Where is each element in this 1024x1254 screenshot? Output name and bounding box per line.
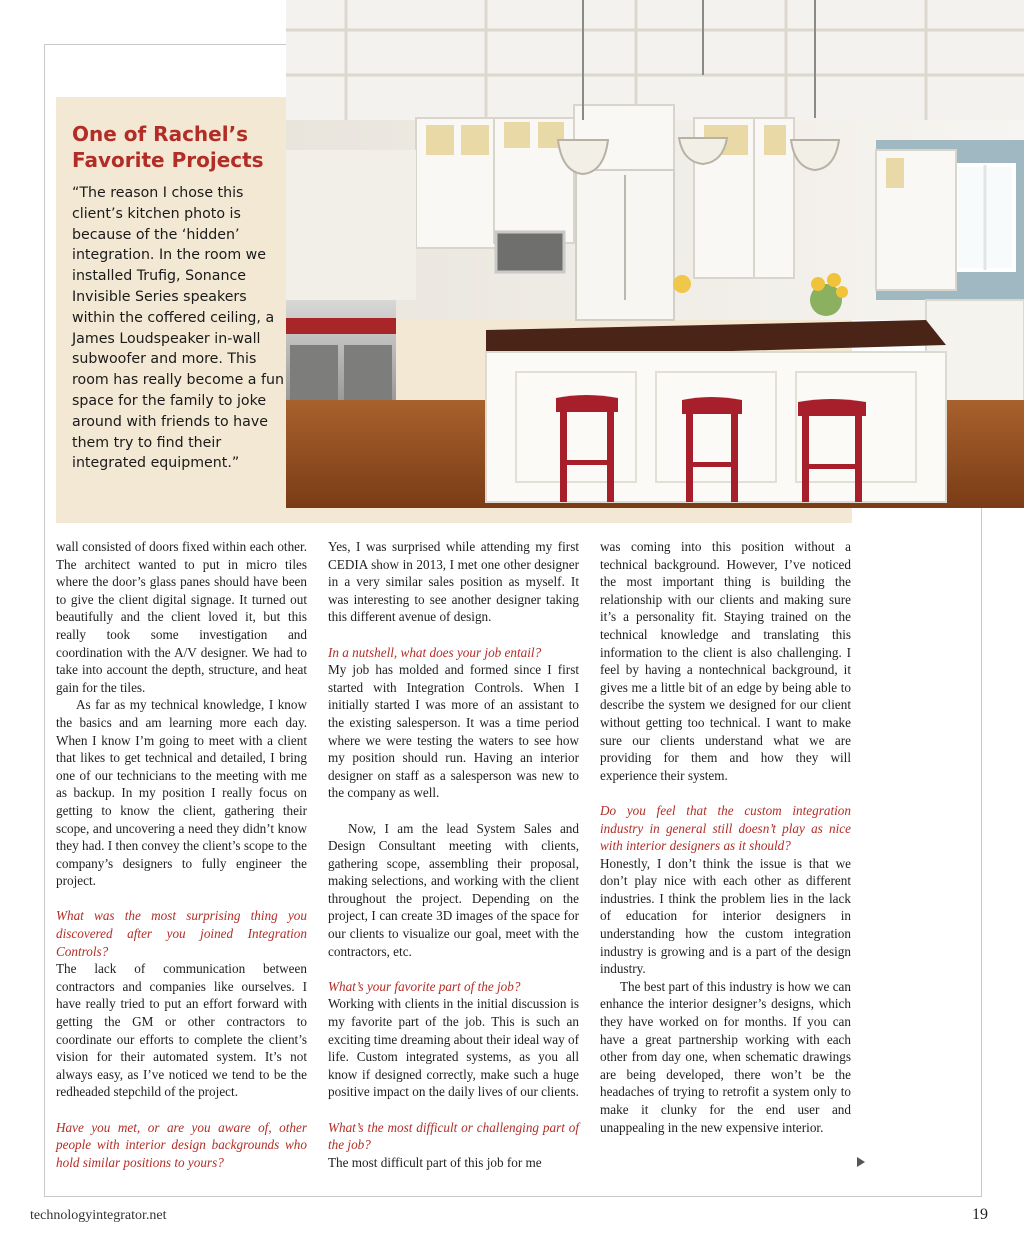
interview-question: Do you feel that the custom integration industry in general still doesn’t play as nice with interior designers as it should? <box>600 802 851 854</box>
interview-question: Have you met, or are you aware of, other people with interior design backgrounds who hold similar positions to yours? <box>56 1119 307 1170</box>
paragraph: wall consisted of doors fixed within each other. The architect wanted to put in micro tiles where the door’s glass panes should have been to give the client digital signage. It turned out beautifully and the client loved it, but this really took some investigation and coordination with the A/V designer. We had to take into account the depth, structure, and heat gain for the tiles. <box>56 539 307 695</box>
paragraph: The most difficult part of this job for me <box>328 1154 542 1170</box>
paragraph: Yes, I was surprised while attending my first CEDIA show in 2013, I met one other designer in a very similar sales position as myself. It was interesting to see another designer taking this different avenue of design. <box>328 539 579 625</box>
sidebar-quote: “The reason I chose this client’s kitchen photo is because of the ‘hidden’ integration. In the room we installed Trufig, Sonance Invisible Series speakers within the coffered ceiling, a James Loudspeaker in-wall subwoofer and more. This room has really become a fun space for the family to joke around with friends to have them try to find their integrated equipment.” <box>72 185 284 472</box>
paragraph: The best part of this industry is how we can enhance the interior designer’s designs, which they have worked on for months. If you can have a great partnership working with each other from day one, when schematic drawings are being developed, there won’t be the headaches of trying to retrofit a system only to make it clunky for the end user and unappealing in the new expensive interior. <box>600 978 851 1135</box>
kitchen-photo <box>286 0 1024 508</box>
paragraph: Now, I am the lead System Sales and Design Consultant meeting with clients, gathering scope, assembling their proposal, making selections, and working with the client throughout the project. Depending on the project, I can create 3D images of the space for our clients to visualize our goal, meet with the contractors, etc. <box>328 820 579 959</box>
sidebar-text <box>72 121 284 474</box>
interview-question: In a nutshell, what does your job entail? <box>328 644 542 660</box>
column-1 <box>56 538 307 1171</box>
paragraph: The lack of communication between contractors and companies like ourselves. I have really tried to put an effort forward with getting the GM or other contractors to coordinate our efforts to complete the client’s vision for their automated system. It’s not always easy, as I’ve noticed we tend to be the redheaded stepchild of the project. <box>56 961 307 1100</box>
paragraph: As far as my technical knowledge, I know the basics and am learning more each day. When I know I’m going to meet with a client that likes to get technical and detailed, I bring one of our technicians to the meeting with me as backup. In my position I really focus on getting to know the client, gathering their scope, and uncovering a need they didn’t know they had. I then convey the client’s scope to the company’s designers to fully engineer the project. <box>56 697 307 889</box>
interview-question: What’s your favorite part of the job? <box>328 978 521 994</box>
column-3 <box>600 538 851 1136</box>
column-2 <box>328 538 579 1171</box>
paragraph: was coming into this position without a technical background. However, I’ve noticed the most important thing is building the relationship with our clients and making sure it’s a personality fit. Staying trained on the technical knowledge and translating this information to the client is also challenging. I feel by having a nontechnical background, it gives me a little bit of an edge by being able to describe the system we designed for our client without getting too technical. I want to make sure our clients understand what we are providing for them and how they will experience their system. <box>600 539 851 783</box>
paragraph: Honestly, I don’t think the issue is that we don’t play nice with each other as different industries. I think the problem lies in the lack of education for interior designers in understanding how the custom integration industry is growing and is a part of the design industry. <box>600 855 851 977</box>
sidebar-title: One of Rachel’s Favorite Projects <box>72 122 264 172</box>
paragraph: Working with clients in the initial discussion is my favorite part of the job. This is such an exciting time dreaming about their ideal way of life. Custom integrated systems, as you all know if designed correctly, make such a huge positive impact on the daily lives of our clients. <box>328 996 579 1100</box>
interview-question: What’s the most difficult or challenging part of the job? <box>328 1119 579 1153</box>
continue-arrow-icon <box>857 1157 865 1167</box>
footer-website: technologyintegrator.net <box>30 1208 167 1223</box>
paragraph: My job has molded and formed since I first started with Integration Controls. When I initially started I was more of an assistant to the existing salesperson. It was a time period where we were testing the waters to see how my position should run. Having an interior designer on staff as a salesperson was new to the company as well. <box>328 662 579 801</box>
article-columns <box>56 538 852 1178</box>
interview-question: What was the most surprising thing you discovered after you joined Integration Controls? <box>56 908 307 959</box>
page-number: 19 <box>972 1206 988 1223</box>
